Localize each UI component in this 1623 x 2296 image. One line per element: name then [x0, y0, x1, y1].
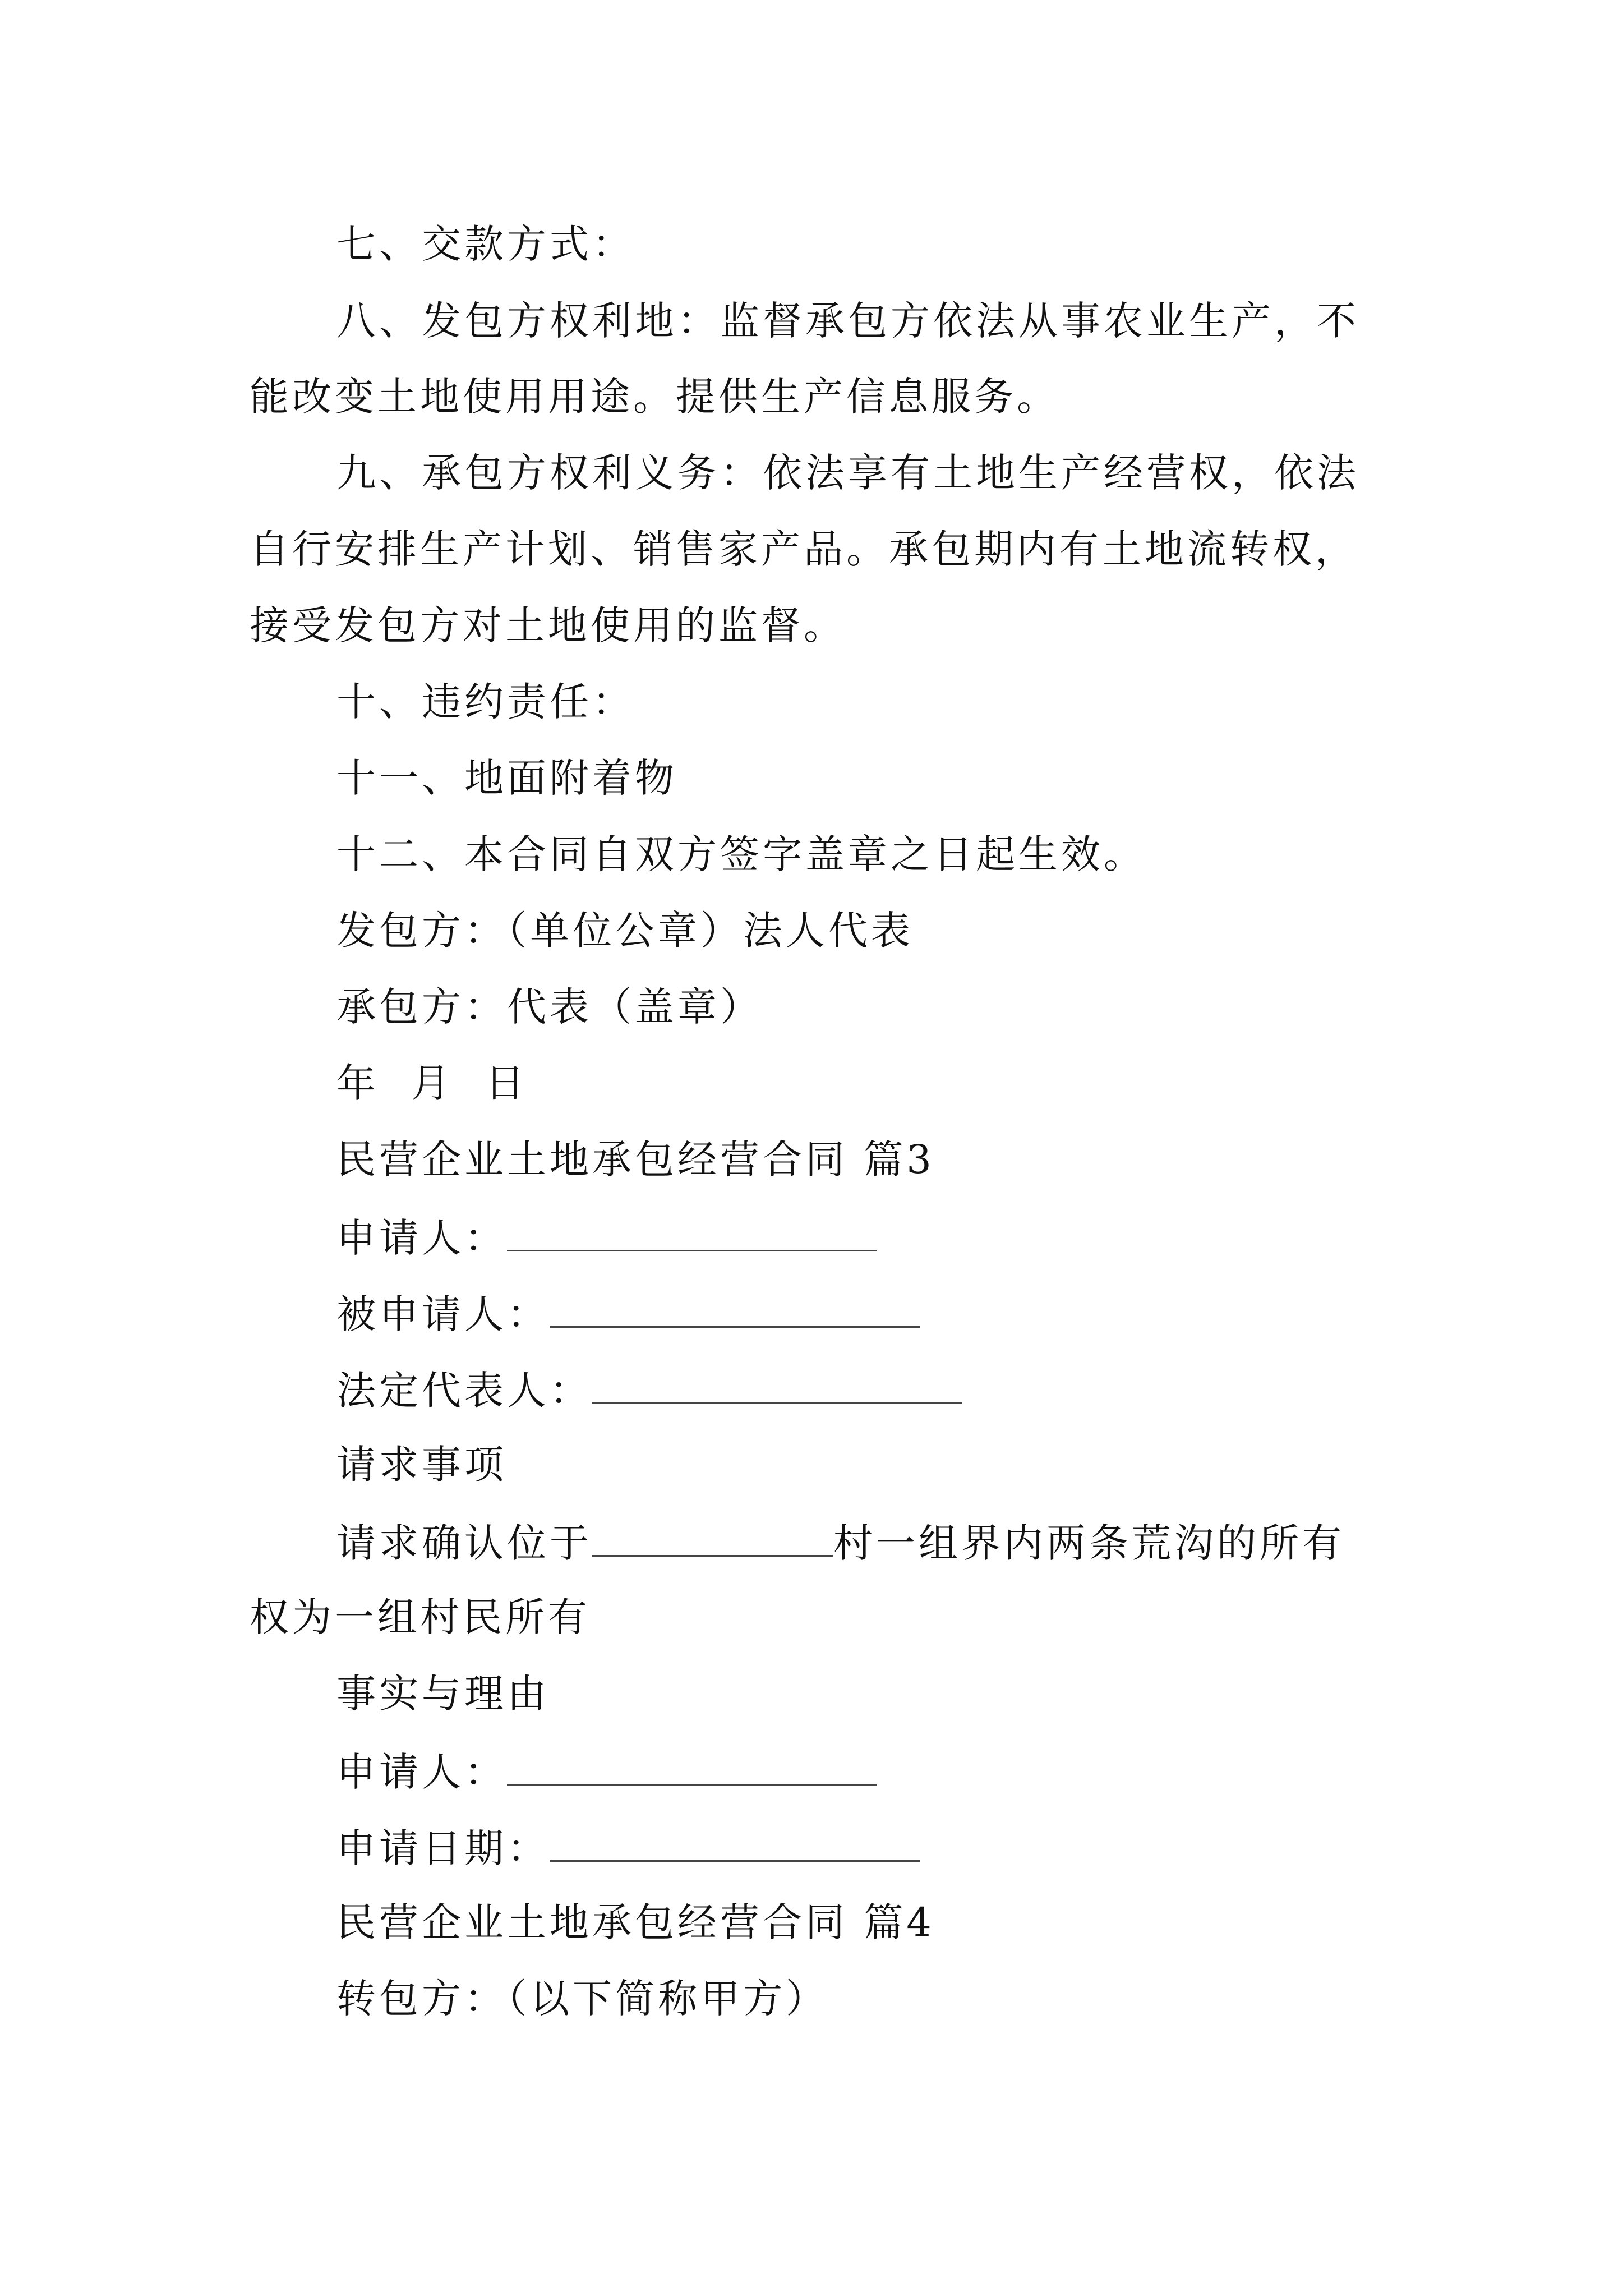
request-text-a: 请求确认位于	[336, 1520, 592, 1566]
date-line: 年 月 日	[336, 1060, 528, 1106]
application-date-label: 申请日期：	[336, 1825, 550, 1871]
section-4-heading: 民营企业土地承包经营合同 篇4	[336, 1899, 935, 1945]
applicant-label: 申请人：	[336, 1215, 507, 1261]
request-text-b: 村一组界内两条荒沟的所有	[833, 1520, 1345, 1566]
applicant-blank	[507, 1216, 877, 1251]
application-date-row	[336, 1825, 920, 1871]
facts-reasons-heading: 事实与理由	[336, 1671, 550, 1717]
applicant-row	[336, 1215, 877, 1261]
legal-rep-label: 法定代表人：	[336, 1368, 592, 1414]
clause-9-line-1: 九、承包方权利义务：依法享有土地生产经营权，依法	[336, 450, 1359, 496]
clause-8-line-1: 八、发包方权利地：监督承包方依法从事农业生产，不	[336, 298, 1359, 344]
legal-rep-blank	[592, 1369, 962, 1404]
applicant-sign-blank	[507, 1750, 877, 1786]
subcontractor-line: 转包方：（以下简称甲方）	[336, 1976, 828, 2022]
clause-9-line-2: 自行安排生产计划、销售家产品。承包期内有土地流转权，	[250, 526, 1358, 572]
respondent-row	[336, 1291, 920, 1337]
clause-8-line-2: 能改变土地使用用途。提供生产信息服务。	[250, 374, 1059, 420]
respondent-label: 被申请人：	[336, 1291, 550, 1337]
clause-10-liability: 十、违约责任：	[336, 679, 635, 725]
clause-7-payment-method: 七、交款方式：	[336, 221, 635, 267]
clause-9-line-3: 接受发包方对土地使用的监督。	[250, 602, 846, 648]
employer-signature-line: 发包方：（单位公章）法人代表	[336, 908, 914, 954]
request-items-heading: 请求事项	[336, 1442, 507, 1488]
request-line-1	[336, 1520, 1345, 1566]
application-date-blank	[550, 1826, 920, 1862]
section-3-heading: 民营企业土地承包经营合同 篇3	[336, 1137, 935, 1182]
contractor-signature-line: 承包方：代表（盖章）	[336, 984, 763, 1030]
clause-11-attachments: 十一、地面附着物	[336, 755, 677, 801]
clause-12-effective: 十二、本合同自双方签字盖章之日起生效。	[336, 831, 1146, 877]
applicant-sign-label: 申请人：	[336, 1749, 507, 1795]
village-blank	[592, 1521, 833, 1557]
applicant-sign-row	[336, 1749, 877, 1795]
respondent-blank	[550, 1292, 920, 1328]
legal-rep-row	[336, 1368, 962, 1414]
request-line-2: 权为一组村民所有	[250, 1594, 591, 1640]
